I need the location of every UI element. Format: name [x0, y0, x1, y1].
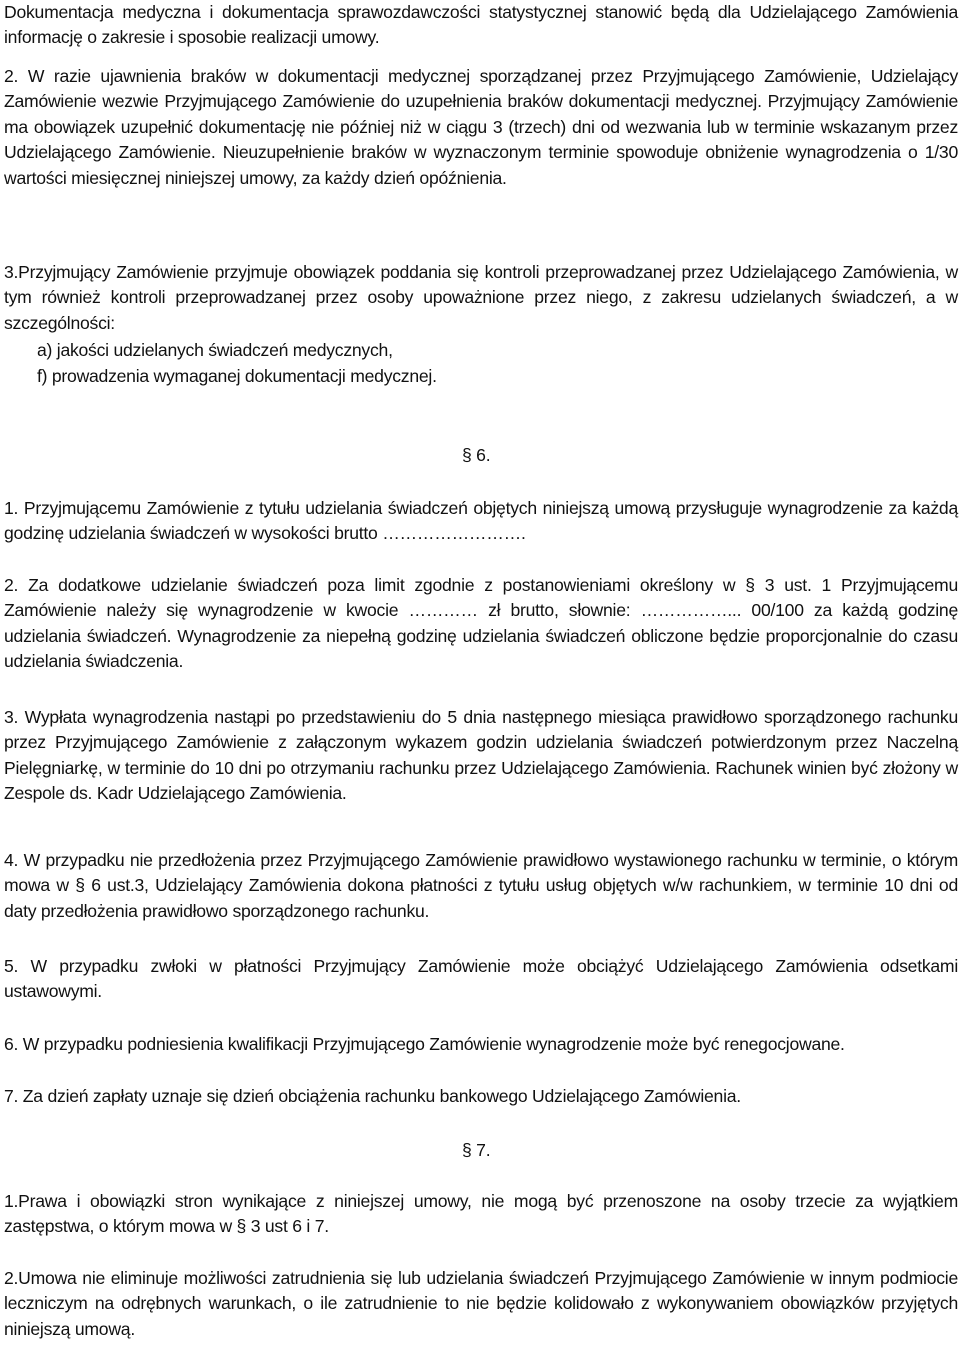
intro-paragraph: Dokumentacja medyczna i dokumentacja sprawozdawczości statystycznej stanowić będą dla Udzielającego Zamówienia informację o zakresie i sposobie realizacji umowy. [4, 2, 958, 48]
section-7-paragraph-2: 2.Umowa nie eliminuje możliwości zatrudnienia się lub udzielania świadczeń Przyjmującego Zamówienie w innym podmiocie leczniczym na odrębnych warunkach, o ile zatrudnienie to nie będzie kolidowało z wykonywaniem obowiązków przyjętych niniejszą umową. [4, 1268, 958, 1339]
section-7-paragraph-1: 1.Prawa i obowiązki stron wynikające z niniejszej umowy, nie mogą być przenoszone na osoby trzecie za wyjątkiem zastępstwa, o którym mowa w § 3 ust 6 i 7. [4, 1191, 958, 1237]
section-6-paragraph-1: 1. Przyjmującemu Zamówienie z tytułu udzielania świadczeń objętych niniejszą umową przysługuje wynagrodzenie za każdą godzinę udzielania świadczeń w wysokości brutto ……………………. [4, 498, 958, 544]
paragraph-3-control: 3.Przyjmujący Zamówienie przyjmuje obowiązek poddania się kontroli przeprowadzanej przez Udzielającego Zamówienia, w tym również kontroli przeprowadzanej przez osoby upoważnione przez niego, z zakresu udzielanych świadczeń, a w szczególności: [4, 262, 958, 333]
section-6-paragraph-4: 4. W przypadku nie przedłożenia przez Przyjmującego Zamówienie prawidłowo wystawionego rachunku w terminie, o którym mowa w § 6 ust.3, Udzielający Zamówienia dokona płatności z tytułu usług objętych w/w rachunkiem, w terminie 10 dni od daty przedłożenia prawidłowo sporządzonego rachunku. [4, 850, 958, 921]
list-item-a: a) jakości udzielanych świadczeń medycznych, [37, 340, 393, 360]
section-6-paragraph-6: 6. W przypadku podniesienia kwalifikacji Przyjmującego Zamówienie wynagrodzenie może być renegocjowane. [4, 1034, 845, 1054]
section-6-heading: § 6. [462, 445, 491, 465]
section-6-paragraph-5: 5. W przypadku zwłoki w płatności Przyjmujący Zamówienie może obciążyć Udzielającego Zamówienia odsetkami ustawowymi. [4, 956, 958, 1002]
section-7-heading: § 7. [462, 1140, 491, 1160]
section-6-paragraph-2: 2. Za dodatkowe udzielanie świadczeń poza limit zgodnie z postanowieniami określony w § 3 ust. 1 Przyjmującemu Zamówienie należy się wynagrodzenie w kwocie ………… zł brutto, słownie: ……………... 00/100 za każdą godzinę udzielania świadczeń. Wynagrodzenie za niepełną godzinę udzielania świadczeń obliczone będzie proporcjonalnie do czasu udzielania świadczenia. [4, 575, 958, 672]
section-6-paragraph-7: 7. Za dzień zapłaty uznaje się dzień obciążenia rachunku bankowego Udzielającego Zamówienia. [4, 1086, 741, 1106]
section-6-paragraph-3: 3. Wypłata wynagrodzenia nastąpi po przedstawieniu do 5 dnia następnego miesiąca prawidłowo sporządzonego rachunku przez Przyjmującego Zamówienie z załączonym wykazem godzin udzielania świadczeń potwierdzonym przez Naczelną Pielęgniarkę, w terminie do 10 dni po otrzymaniu rachunku przez Udzielającego Zamówienia. Rachunek winien być złożony w Zespole ds. Kadr Udzielającego Zamówienia. [4, 707, 958, 804]
list-item-f: f) prowadzenia wymaganej dokumentacji medycznej. [37, 366, 437, 386]
paragraph-2-missing-documentation: 2. W razie ujawnienia braków w dokumentacji medycznej sporządzanej przez Przyjmującego Zamówienie, Udzielający Zamówienie wezwie Przyjmującego Zamówienie do uzupełnienia braków dokumentacji medycznej. Przyjmujący Zamówienie ma obowiązek uzupełnić dokumentację nie później niż w ciągu 3 (trzech) dni od wezwania lub w terminie wskazanym przez Udzielającego Zamówienie. Nieuzupełnienie braków w wyznaczonym terminie spowoduje obniżenie wynagrodzenia o 1/30 wartości miesięcznej niniejszej umowy, za każdy dzień opóźnienia. [4, 66, 958, 188]
